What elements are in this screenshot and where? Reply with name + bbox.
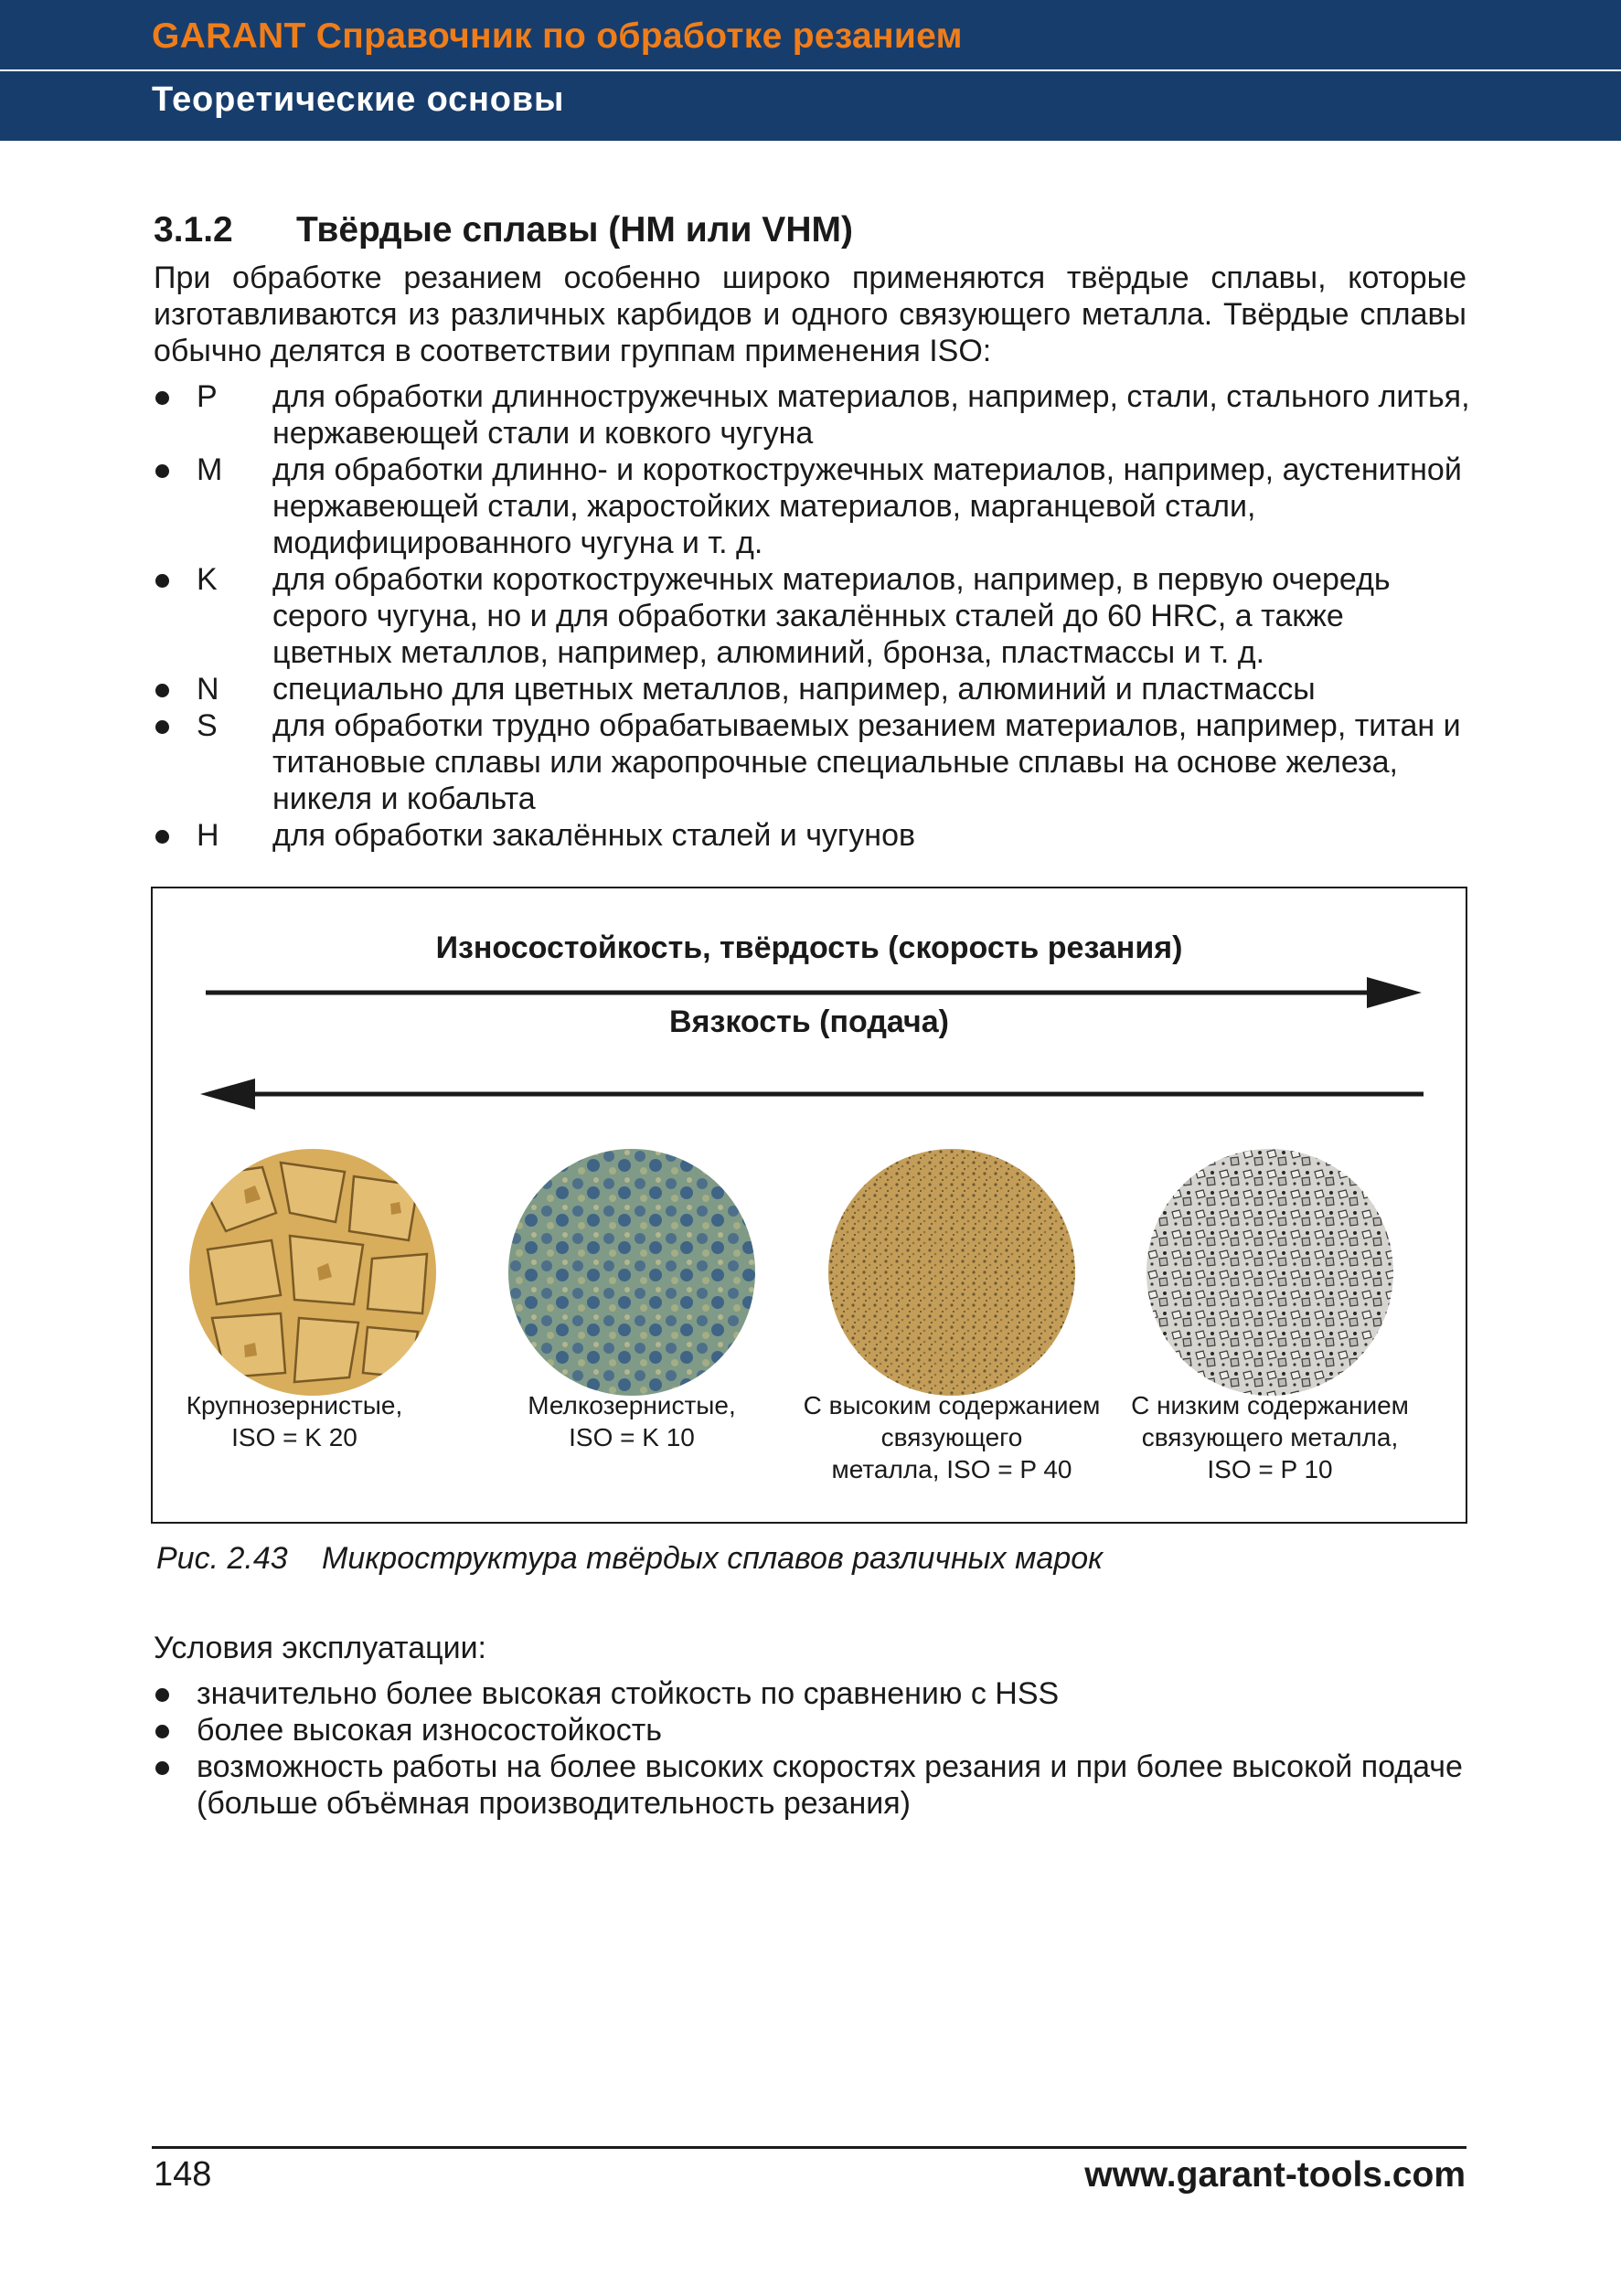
iso-group-text: для обработки длинностружечных материалов, например, стали, стального литья, нержавеющей стали и ковкого чугуна bbox=[272, 379, 1470, 451]
micrograph-high-binder bbox=[828, 1149, 1075, 1396]
figure-caption-text: Микроструктура твёрдых сплавов различных марок bbox=[322, 1541, 1104, 1576]
header-title: GARANT Справочник по обработке резанием bbox=[152, 16, 963, 56]
iso-group-item bbox=[154, 707, 1470, 817]
bullet-icon bbox=[155, 391, 169, 405]
iso-group-text: для обработки длинно- и короткостружечных материалов, например, аустенитной нержавеющей стали, жаростойких материалов, марганцевой стали, модифицированного чугуна и т. д. bbox=[272, 452, 1462, 560]
micrograph-caption bbox=[792, 1389, 1112, 1485]
micrograph-coarse-grain bbox=[189, 1149, 436, 1396]
section-heading bbox=[154, 210, 853, 250]
micrograph-caption bbox=[1110, 1389, 1430, 1485]
header-subtitle: Теоретические основы bbox=[152, 80, 565, 119]
iso-group-code: N bbox=[197, 672, 219, 707]
conditions-item-text: более высокая износостойкость bbox=[197, 1713, 663, 1748]
header-divider bbox=[0, 69, 1621, 71]
micrograph-caption bbox=[134, 1389, 454, 1453]
figure-number: Рис. 2.43 bbox=[156, 1541, 288, 1576]
intro-paragraph: При обработке резанием особенно широко применяются твёрдые сплавы, которые изготавливаются из различных карбидов и одного связующего металла. Твёрдые сплавы обычно делятся в соответствии группам применения ISO: bbox=[154, 260, 1466, 368]
iso-group-code: S bbox=[197, 708, 218, 743]
arrow-right-icon bbox=[206, 977, 1422, 1008]
conditions-item bbox=[154, 1675, 1470, 1712]
bullet-icon bbox=[155, 464, 169, 478]
micrograph-caption bbox=[472, 1389, 792, 1453]
iso-group-text: специально для цветных металлов, например, алюминий и пластмассы bbox=[272, 672, 1316, 707]
caption-line: ISO = P 10 bbox=[1207, 1455, 1333, 1483]
iso-group-item bbox=[154, 671, 1470, 707]
bullet-icon bbox=[155, 1725, 169, 1738]
iso-group-code: M bbox=[197, 452, 223, 487]
iso-group-code: H bbox=[197, 818, 219, 853]
page-number: 148 bbox=[154, 2155, 212, 2194]
iso-group-text: для обработки короткостружечных материалов, например, в первую очередь серого чугуна, но и для обработки закалённых сталей до 60 HRC, а также цветных металлов, например, алюминий, бронза, пластмассы и т. д. bbox=[272, 562, 1391, 670]
bullet-icon bbox=[155, 574, 169, 588]
conditions-item-text: возможность работы на более высоких скоростях резания и при более высокой подаче (больше объёмная производительность резания) bbox=[197, 1749, 1463, 1821]
micrograph-low-binder bbox=[1146, 1149, 1393, 1396]
caption-line: металла, ISO = P 40 bbox=[831, 1455, 1072, 1483]
website-link[interactable]: www.garant-tools.com bbox=[1084, 2155, 1466, 2195]
iso-group-item bbox=[154, 452, 1470, 561]
header-banner bbox=[0, 0, 1621, 141]
iso-group-code: P bbox=[197, 379, 218, 414]
iso-group-code: K bbox=[197, 562, 218, 597]
section-number: 3.1.2 bbox=[154, 210, 233, 250]
arrow-right-label: Износостойкость, твёрдость (скорость резания) bbox=[435, 930, 1183, 965]
conditions-item bbox=[154, 1712, 1470, 1749]
bullet-icon bbox=[155, 1761, 169, 1775]
caption-line: С низким содержанием bbox=[1131, 1391, 1409, 1419]
micrograph-fine-grain bbox=[508, 1149, 755, 1396]
bullet-icon bbox=[155, 684, 169, 697]
conditions-title: Условия эксплуатации: bbox=[154, 1631, 487, 1665]
arrow-left-icon bbox=[200, 1079, 1424, 1110]
iso-group-item bbox=[154, 817, 1470, 854]
iso-group-text: для обработки трудно обрабатываемых резанием материалов, например, титан и титановые сплавы или жаропрочные специальные сплавы на основе железа, никеля и кобальта bbox=[272, 708, 1461, 816]
caption-line: Мелкозернистые, bbox=[528, 1391, 736, 1419]
caption-line: ISO = K 20 bbox=[231, 1423, 357, 1451]
section-title: Твёрдые сплавы (HM или VHM) bbox=[296, 210, 853, 250]
footer-rule bbox=[152, 2146, 1466, 2149]
caption-line: связующего bbox=[880, 1423, 1023, 1451]
caption-line: С высоким содержанием bbox=[803, 1391, 1101, 1419]
figure-caption bbox=[156, 1541, 1103, 1577]
bullet-icon bbox=[155, 720, 169, 734]
iso-group-item bbox=[154, 378, 1470, 452]
microstructure-figure bbox=[151, 887, 1467, 1524]
direction-arrows bbox=[153, 888, 1466, 1126]
bullet-icon bbox=[155, 1688, 169, 1702]
conditions-item bbox=[154, 1749, 1470, 1822]
arrow-left-label: Вязкость (подача) bbox=[669, 1004, 949, 1039]
caption-line: Крупнозернистые, bbox=[186, 1391, 403, 1419]
bullet-icon bbox=[155, 830, 169, 844]
conditions-item-text: значительно более высокая стойкость по сравнению с HSS bbox=[197, 1676, 1060, 1711]
iso-group-item bbox=[154, 561, 1470, 671]
caption-line: связующего металла, bbox=[1141, 1423, 1399, 1451]
conditions-list bbox=[154, 1675, 1470, 1822]
iso-group-text: для обработки закалённых сталей и чугунов bbox=[272, 818, 916, 853]
caption-line: ISO = K 10 bbox=[569, 1423, 695, 1451]
iso-group-list bbox=[154, 378, 1470, 854]
